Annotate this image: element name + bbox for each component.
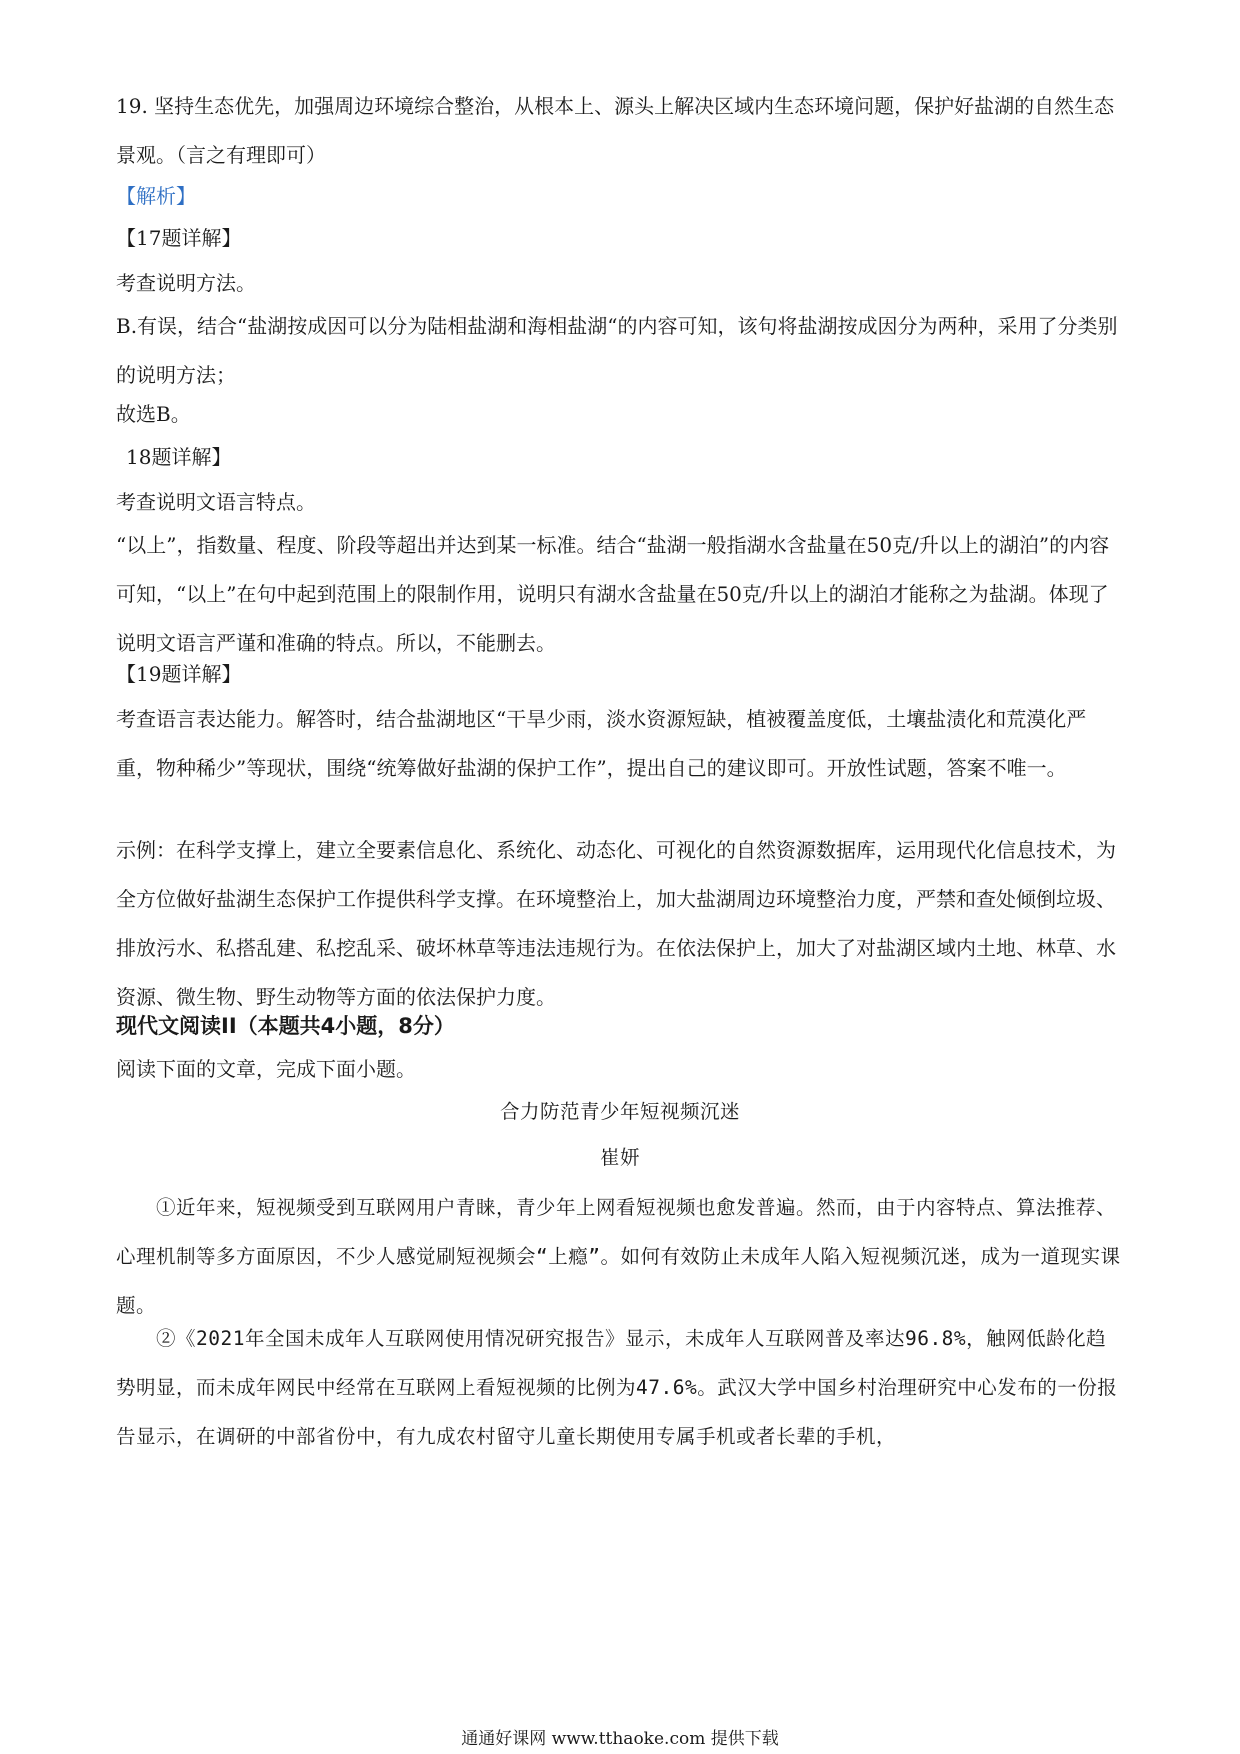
q19-line1: 考查语言表达能力。解答时，结合盐湖地区“干旱少雨，淡水资源短缺，植被覆盖度低，土壤盐渍化和荒漠化严重，物种稀少”等现状，围绕“统筹做好盐湖的保护工作”，提出自己的建议即可。开放性试题，答案不唯一。 [116, 707, 1087, 780]
q19-heading: 【19题详解】 [116, 662, 242, 686]
q18-line2: “以上”，指数量、程度、阶段等超出并达到某一标准。结合“盐湖一般指湖水含盐量在50克/升以上的湖泊”的内容可知，“以上”在句中起到范围上的限制作用，说明只有湖水含盐量在50克/升以上的湖泊才能称之为盐湖。体现了说明文语言严谨和准确的特点。所以，不能删去。 [116, 533, 1110, 655]
section-instruction: 阅读下面的文章，完成下面小题。 [116, 1057, 416, 1081]
q17-line2: B.有误，结合“盐湖按成因可以分为陆相盐湖和海相盐湖“的内容可知，该句将盐湖按成因分为两种，采用了分类别的说明方法； [116, 314, 1118, 387]
q18-heading: 18题详解】 [126, 445, 232, 469]
answer-19: 19. 坚持生态优先，加强周边环境综合整治，从根本上、源头上解决区域内生态环境问题，保护好盐湖的自然生态景观。（言之有理即可） [116, 94, 1115, 167]
article-title: 合力防范青少年短视频沉迷 [499, 1100, 740, 1123]
page-footer: 通通好课网 www.tthaoke.com 提供下载 [461, 1729, 779, 1749]
article-author: 崔妍 [599, 1146, 640, 1169]
q17-line3: 故选B。 [116, 402, 191, 426]
article-paragraph-1: ①近年来，短视频受到互联网用户青睐，青少年上网看短视频也愈发普遍。然而，由于内容特点、算法推荐、心理机制等多方面原因，不少人感觉刷短视频会“上瘾”。如何有效防止未成年人陷入短视频沉迷，成为一道现实课题。 [116, 1196, 1121, 1317]
q17-line1: 考查说明方法。 [116, 271, 256, 295]
q18-line1: 考查说明文语言特点。 [116, 490, 316, 514]
analysis-label: 【解析】 [116, 184, 196, 208]
q17-heading: 【17题详解】 [116, 226, 242, 250]
section-title: 现代文阅读II（本题共4小题，8分） [116, 1014, 455, 1038]
article-paragraph-2: ②《2021年全国未成年人互联网使用情况研究报告》显示，未成年人互联网普及率达96.8%，触网低龄化趋势明显，而未成年网民中经常在互联网上看短视频的比例为47.6%。武汉大学中国乡村治理研究中心发布的一份报告显示，在调研的中部省份中，有九成农村留守儿童长期使用专属手机或者长辈的手机， [116, 1327, 1118, 1448]
q19-example: 示例：在科学支撑上，建立全要素信息化、系统化、动态化、可视化的自然资源数据库，运用现代化信息技术，为全方位做好盐湖生态保护工作提供科学支撑。在环境整治上，加大盐湖周边环境整治力度，严禁和查处倾倒垃圾、排放污水、私搭乱建、私挖乱采、破坏林草等违法违规行为。在依法保护上，加大了对盐湖区域内土地、林草、水资源、微生物、野生动物等方面的依法保护力度。 [116, 838, 1116, 1009]
